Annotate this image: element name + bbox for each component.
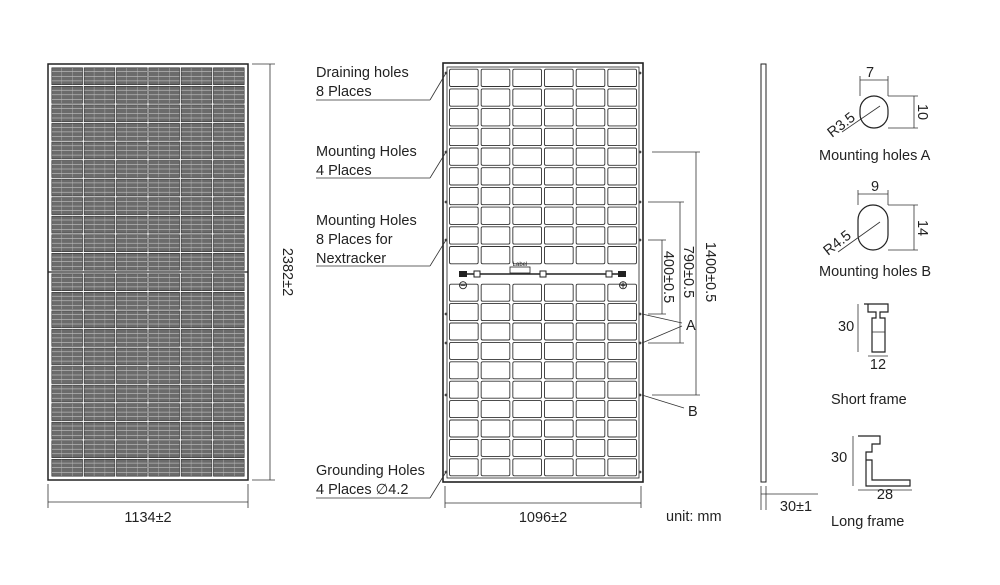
back-cell: [576, 459, 605, 476]
back-cell: [608, 207, 637, 224]
back-cell: [481, 459, 510, 476]
back-cell: [450, 323, 479, 340]
long-frame-height: 30: [831, 450, 848, 466]
grounding-holes-line2: 4 Places ∅4.2: [316, 482, 409, 498]
back-cell: [513, 304, 542, 321]
mounting-holes-8-line2: 8 Places for: [316, 232, 393, 248]
back-cell: [545, 207, 574, 224]
short-frame-title: Short frame: [831, 392, 907, 408]
back-cell: [513, 401, 542, 418]
back-cell: [450, 342, 479, 359]
back-cell: [608, 420, 637, 437]
back-cell: [545, 304, 574, 321]
back-cell: [513, 207, 542, 224]
back-cell: [450, 439, 479, 456]
back-cell: [513, 362, 542, 379]
back-cell: [545, 168, 574, 185]
back-cell: [513, 168, 542, 185]
back-cell: [513, 284, 542, 301]
back-cell: [576, 284, 605, 301]
mounting-holes-8-line3: Nextracker: [316, 251, 387, 267]
back-cell: [608, 187, 637, 204]
back-cell: [545, 362, 574, 379]
back-cell: [481, 109, 510, 126]
back-cell: [481, 304, 510, 321]
long-frame-width: 28: [876, 487, 894, 503]
hole-b-width: 9: [870, 179, 880, 195]
back-cell: [608, 323, 637, 340]
back-cell: [545, 247, 574, 264]
front-width-label: 1134±2: [124, 510, 172, 526]
back-cell: [608, 381, 637, 398]
back-cell: [576, 89, 605, 106]
back-cell: [608, 168, 637, 185]
back-cell: [545, 420, 574, 437]
back-cell: [481, 342, 510, 359]
connector-right-a: [606, 271, 612, 277]
back-cell: [513, 69, 542, 86]
back-cell: [481, 89, 510, 106]
back-cell: [576, 227, 605, 244]
back-cell: [608, 459, 637, 476]
back-view: [443, 63, 643, 482]
hole-distance-dimensions: [648, 152, 718, 395]
plus-symbol: ⊕: [617, 278, 629, 292]
side-thickness-label: 30±1: [779, 499, 813, 515]
back-cell: [545, 227, 574, 244]
back-cell: [576, 187, 605, 204]
hole-a-height: 10: [914, 103, 930, 121]
mounting-holes-8-line1: Mounting Holes: [316, 213, 417, 229]
dist-1400-label: 1400±0.5: [702, 241, 718, 303]
back-cell: [545, 89, 574, 106]
back-cell: [450, 89, 479, 106]
back-cell: [450, 227, 479, 244]
back-cell: [545, 439, 574, 456]
front-view: [48, 64, 248, 480]
back-cell: [545, 69, 574, 86]
back-cell: [450, 207, 479, 224]
back-cell: [481, 168, 510, 185]
back-cell: [608, 304, 637, 321]
short-frame-width: 12: [869, 357, 887, 373]
detail-long-frame: [831, 436, 912, 530]
front-height-label: 2382±2: [279, 247, 295, 297]
hole-b-height: 14: [914, 219, 930, 237]
back-cell: [450, 128, 479, 145]
back-cell: [450, 168, 479, 185]
back-cell: [608, 227, 637, 244]
back-cell: [450, 69, 479, 86]
connector-mid-right: [540, 271, 546, 277]
back-cell: [481, 439, 510, 456]
back-cell: [608, 342, 637, 359]
back-cell: [608, 148, 637, 165]
back-cell: [608, 109, 637, 126]
back-cell: [576, 420, 605, 437]
back-cell: [450, 148, 479, 165]
draining-holes-line2: 8 Places: [316, 84, 372, 100]
back-cell: [481, 381, 510, 398]
back-cell: [481, 227, 510, 244]
short-frame-height: 30: [838, 319, 855, 335]
hole-b-title: Mounting holes B: [819, 264, 932, 280]
back-width-dimension: [445, 486, 641, 526]
back-cell: [513, 187, 542, 204]
back-cell: [576, 304, 605, 321]
back-cell: [513, 342, 542, 359]
back-cell: [450, 459, 479, 476]
back-cell: [576, 148, 605, 165]
back-cell: [545, 109, 574, 126]
back-cell: [450, 401, 479, 418]
back-cell: [481, 207, 510, 224]
back-cell: [513, 459, 542, 476]
back-cell: [450, 381, 479, 398]
back-cell: [513, 381, 542, 398]
back-cell: [576, 439, 605, 456]
back-cell: [513, 128, 542, 145]
back-cell: [576, 109, 605, 126]
back-cell: [513, 89, 542, 106]
mounting-holes-4-line2: 4 Places: [316, 163, 372, 179]
back-cell: [481, 401, 510, 418]
back-cell: [513, 109, 542, 126]
mounting-holes-4-line1: Mounting Holes: [316, 144, 417, 160]
back-cell: [545, 459, 574, 476]
back-cell: [576, 247, 605, 264]
back-cell: [576, 207, 605, 224]
back-cell: [576, 168, 605, 185]
back-cell: [545, 323, 574, 340]
back-cell: [513, 420, 542, 437]
point-leaders: [642, 314, 698, 420]
back-cell: [450, 362, 479, 379]
back-cell: [545, 381, 574, 398]
hole-a-radius: R3.5: [824, 109, 859, 142]
label-tag: Label: [512, 262, 528, 268]
connector-mid-left: [474, 271, 480, 277]
front-height-dimension: [252, 64, 295, 480]
back-cell: [608, 69, 637, 86]
back-cell: [608, 247, 637, 264]
callout-texts: [316, 65, 425, 498]
minus-symbol: ⊖: [457, 278, 469, 292]
back-cell: [576, 69, 605, 86]
unit-label: unit: mm: [666, 509, 722, 525]
connector-left: [459, 271, 467, 277]
detail-short-frame: [831, 304, 907, 408]
connector-right-b: [618, 271, 626, 277]
detail-mounting-hole-a: [819, 65, 931, 164]
back-cell: [545, 342, 574, 359]
back-cell: [481, 284, 510, 301]
back-cell: [576, 342, 605, 359]
back-cell: [576, 401, 605, 418]
back-cell: [513, 439, 542, 456]
back-cell: [481, 323, 510, 340]
back-cell: [608, 362, 637, 379]
hole-b-radius: R4.5: [820, 227, 855, 260]
back-width-label: 1096±2: [518, 510, 568, 526]
back-cell: [608, 401, 637, 418]
point-b-label: B: [688, 404, 698, 420]
dist-400-label: 400±0.5: [660, 250, 676, 304]
back-cell: [608, 128, 637, 145]
back-cell: [450, 109, 479, 126]
back-cell: [608, 89, 637, 106]
back-cell: [576, 381, 605, 398]
point-a-label: A: [686, 318, 696, 334]
grounding-holes-line1: Grounding Holes: [316, 463, 425, 479]
back-cell: [513, 227, 542, 244]
back-cell: [450, 420, 479, 437]
side-view: [761, 64, 818, 515]
back-cell: [450, 247, 479, 264]
hole-a-width: 7: [865, 65, 875, 81]
back-cell: [576, 323, 605, 340]
back-cell: [608, 439, 637, 456]
back-cell: [513, 148, 542, 165]
back-cell: [545, 401, 574, 418]
dist-790-label: 790±0.5: [680, 245, 696, 299]
back-cell: [450, 304, 479, 321]
back-cell: [481, 362, 510, 379]
back-cell: [545, 187, 574, 204]
back-cell: [481, 69, 510, 86]
back-cell: [545, 284, 574, 301]
back-cell: [481, 187, 510, 204]
back-cell: [513, 323, 542, 340]
back-cell: [545, 148, 574, 165]
back-cell: [545, 128, 574, 145]
long-frame-title: Long frame: [831, 514, 905, 530]
back-cell: [576, 128, 605, 145]
back-cell: [481, 128, 510, 145]
callout-leaders: [316, 73, 446, 498]
back-cell: [481, 420, 510, 437]
back-cell: [576, 362, 605, 379]
back-cell: [481, 247, 510, 264]
front-width-dimension: [48, 484, 248, 526]
detail-mounting-hole-b: [819, 179, 931, 280]
back-cell: [450, 187, 479, 204]
draining-holes-line1: Draining holes: [316, 65, 409, 81]
hole-a-title: Mounting holes A: [819, 148, 931, 164]
back-cell: [481, 148, 510, 165]
